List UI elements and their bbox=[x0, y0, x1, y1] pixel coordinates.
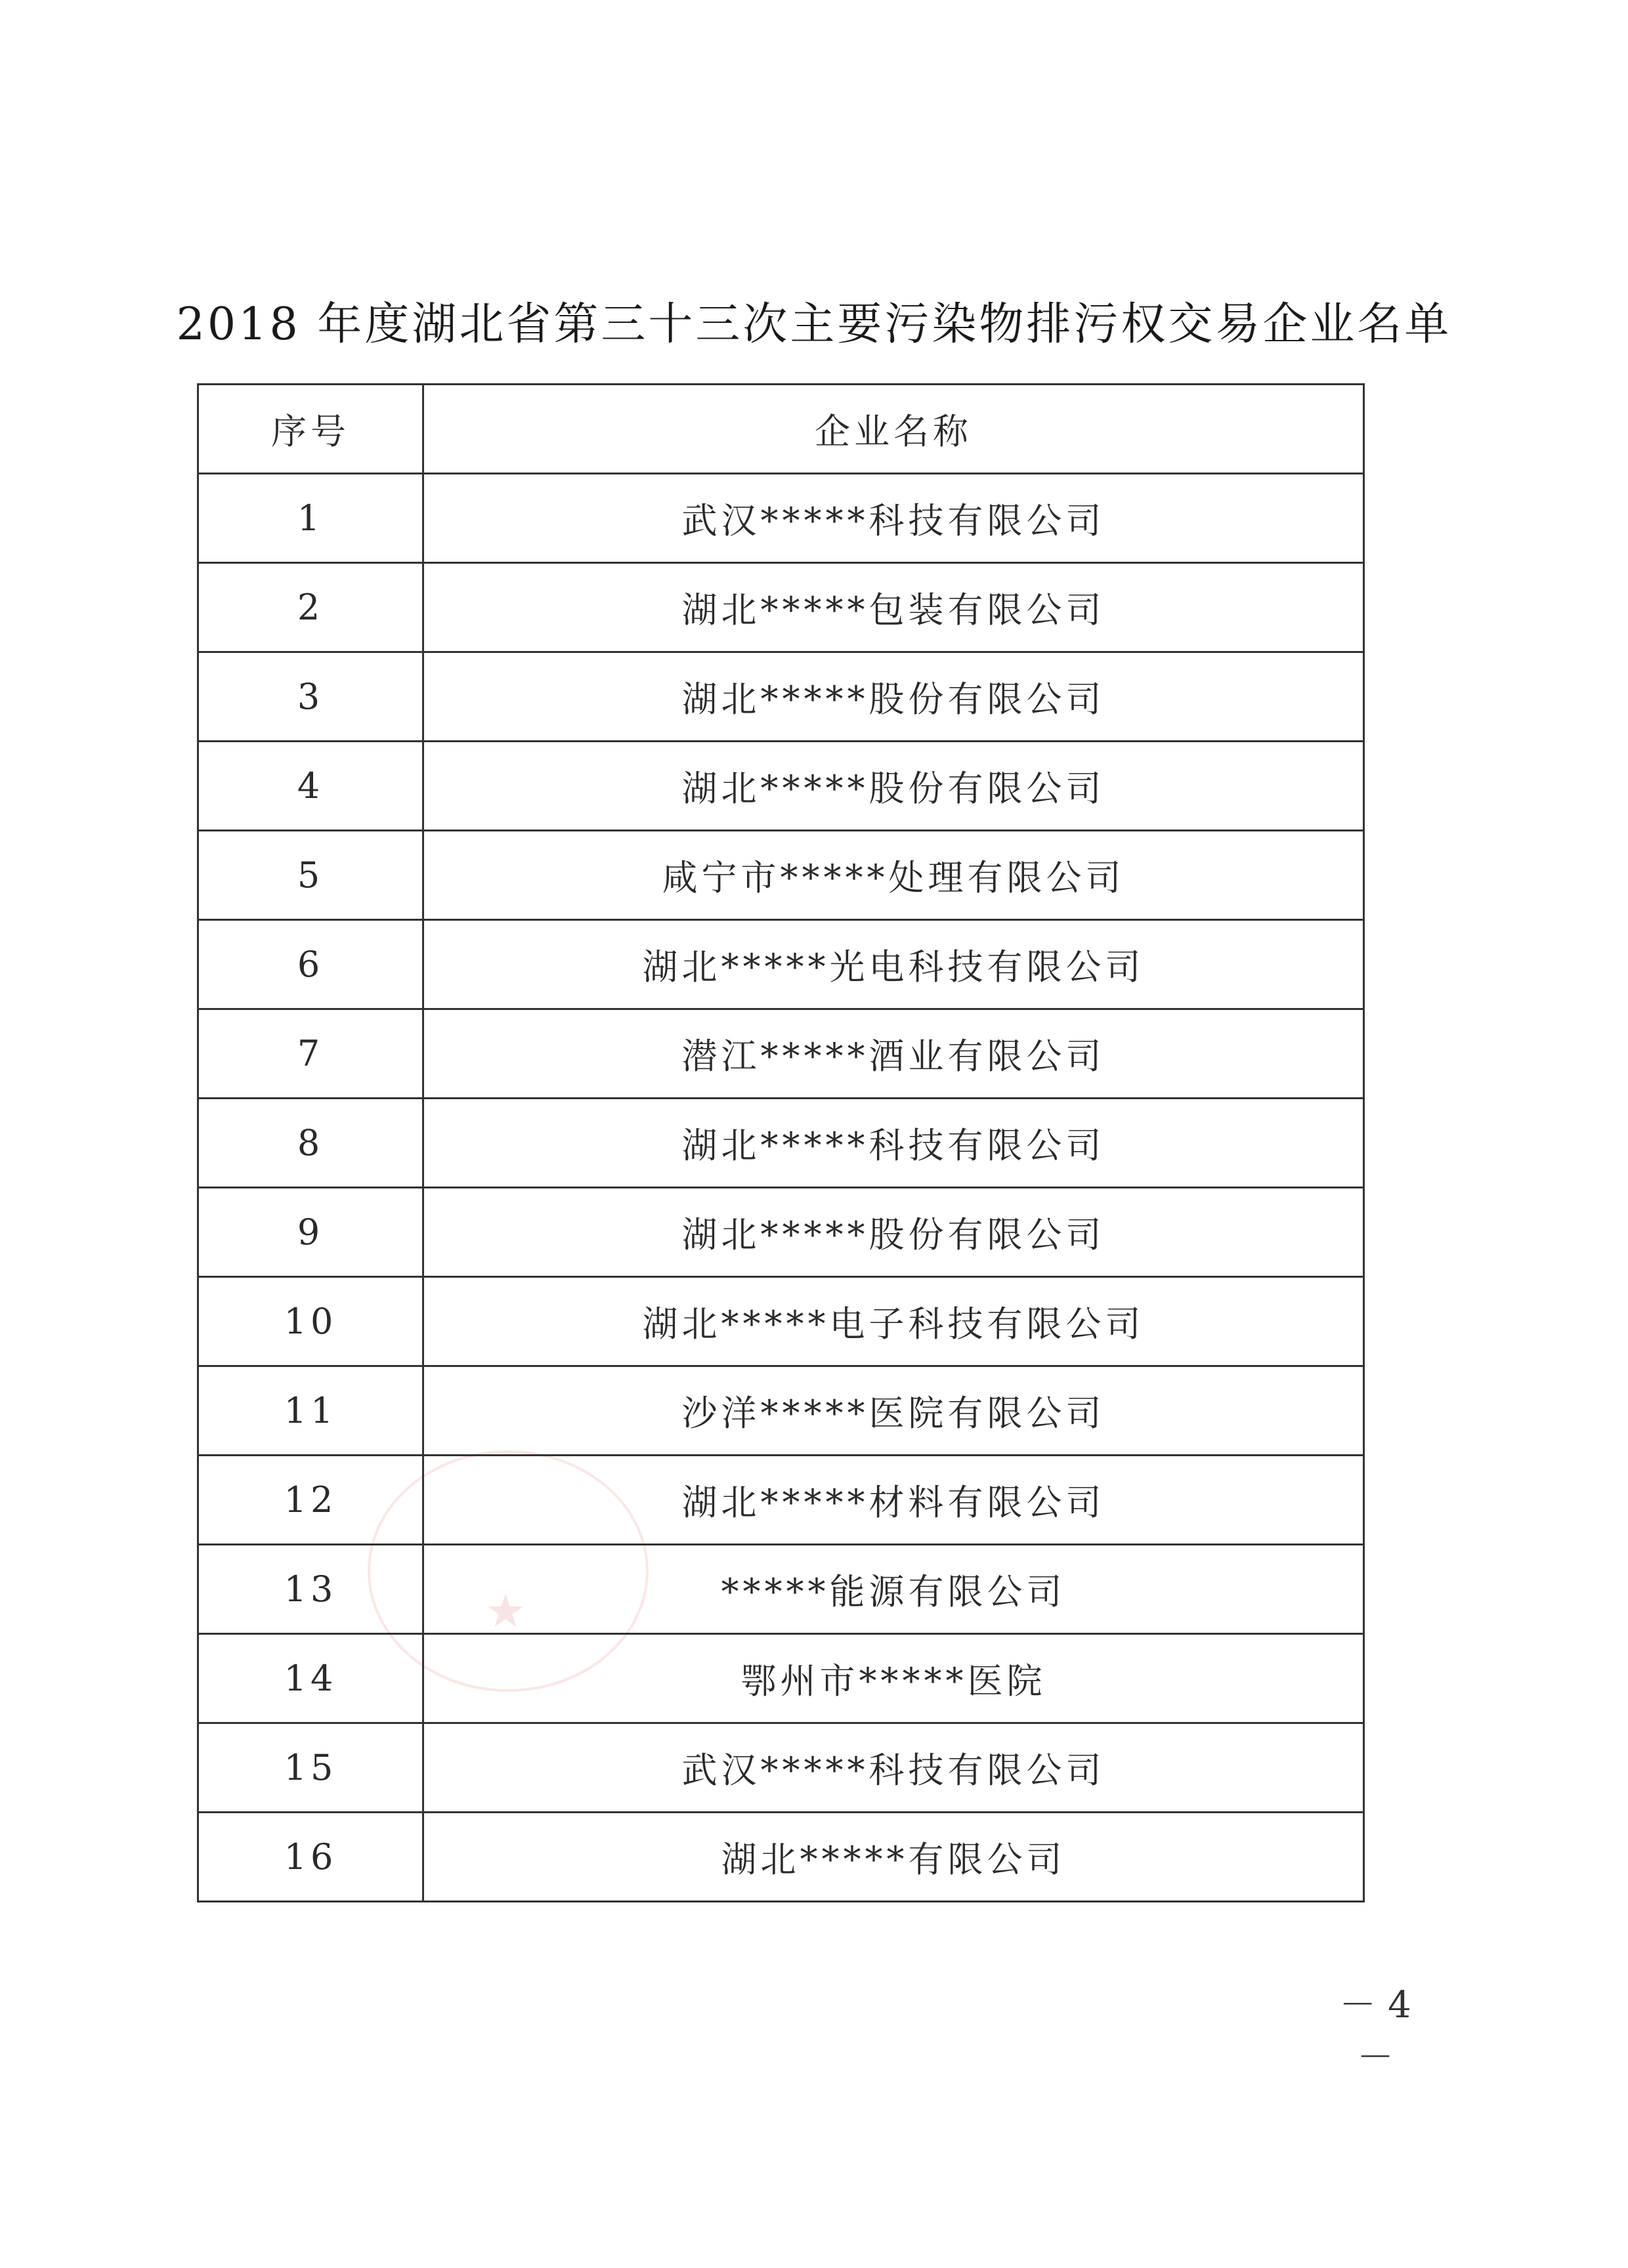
cell-serial-number: 9 bbox=[198, 1188, 423, 1277]
page-number: － 4 － bbox=[1339, 1984, 1411, 2079]
cell-serial-number: 10 bbox=[198, 1277, 423, 1366]
cell-company-name: 湖北*****光电科技有限公司 bbox=[423, 920, 1364, 1009]
company-table bbox=[197, 383, 1365, 1902]
table-row bbox=[198, 563, 1364, 652]
table-body bbox=[198, 385, 1364, 1902]
cell-company-name: 湖北*****股份有限公司 bbox=[423, 742, 1364, 831]
cell-serial-number: 11 bbox=[198, 1366, 423, 1456]
table-row bbox=[198, 1277, 1364, 1366]
seal-star-icon: ★ bbox=[484, 1584, 526, 1638]
cell-serial-number: 5 bbox=[198, 831, 423, 920]
table-row bbox=[198, 1723, 1364, 1813]
page-title: 2018 年度湖北省第三十三次主要污染物排污权交易企业名单 bbox=[176, 299, 1452, 350]
cell-serial-number: 15 bbox=[198, 1723, 423, 1813]
cell-serial-number: 8 bbox=[198, 1099, 423, 1188]
cell-serial-number: 1 bbox=[198, 474, 423, 563]
table-row bbox=[198, 1545, 1364, 1634]
cell-company-name: *****能源有限公司 bbox=[423, 1545, 1364, 1634]
header-company-name: 企业名称 bbox=[423, 385, 1364, 474]
cell-serial-number: 14 bbox=[198, 1634, 423, 1723]
cell-company-name: 武汉*****科技有限公司 bbox=[423, 474, 1364, 563]
table-row bbox=[198, 1634, 1364, 1723]
cell-company-name: 湖北*****科技有限公司 bbox=[423, 1099, 1364, 1188]
cell-company-name: 武汉*****科技有限公司 bbox=[423, 1723, 1364, 1813]
table-header-row bbox=[198, 385, 1364, 474]
cell-company-name: 潜江*****酒业有限公司 bbox=[423, 1009, 1364, 1099]
table-row bbox=[198, 831, 1364, 920]
table-row bbox=[198, 1099, 1364, 1188]
cell-company-name: 咸宁市*****处理有限公司 bbox=[423, 831, 1364, 920]
cell-serial-number: 12 bbox=[198, 1456, 423, 1545]
cell-serial-number: 3 bbox=[198, 652, 423, 742]
cell-serial-number: 7 bbox=[198, 1009, 423, 1099]
cell-serial-number: 16 bbox=[198, 1813, 423, 1902]
cell-company-name: 鄂州市*****医院 bbox=[423, 1634, 1364, 1723]
table-row bbox=[198, 652, 1364, 742]
table-row bbox=[198, 742, 1364, 831]
cell-serial-number: 4 bbox=[198, 742, 423, 831]
cell-company-name: 沙洋*****医院有限公司 bbox=[423, 1366, 1364, 1456]
cell-company-name: 湖北*****股份有限公司 bbox=[423, 652, 1364, 742]
table-row bbox=[198, 1456, 1364, 1545]
cell-company-name: 湖北*****包装有限公司 bbox=[423, 563, 1364, 652]
table-row bbox=[198, 1188, 1364, 1277]
cell-serial-number: 13 bbox=[198, 1545, 423, 1634]
table-row bbox=[198, 920, 1364, 1009]
table-row bbox=[198, 1009, 1364, 1099]
cell-company-name: 湖北*****材料有限公司 bbox=[423, 1456, 1364, 1545]
cell-serial-number: 2 bbox=[198, 563, 423, 652]
cell-company-name: 湖北*****有限公司 bbox=[423, 1813, 1364, 1902]
cell-company-name: 湖北*****电子科技有限公司 bbox=[423, 1277, 1364, 1366]
cell-company-name: 湖北*****股份有限公司 bbox=[423, 1188, 1364, 1277]
table-row bbox=[198, 474, 1364, 563]
cell-serial-number: 6 bbox=[198, 920, 423, 1009]
table-row bbox=[198, 1366, 1364, 1456]
table-row bbox=[198, 1813, 1364, 1902]
header-serial-number: 序号 bbox=[198, 385, 423, 474]
